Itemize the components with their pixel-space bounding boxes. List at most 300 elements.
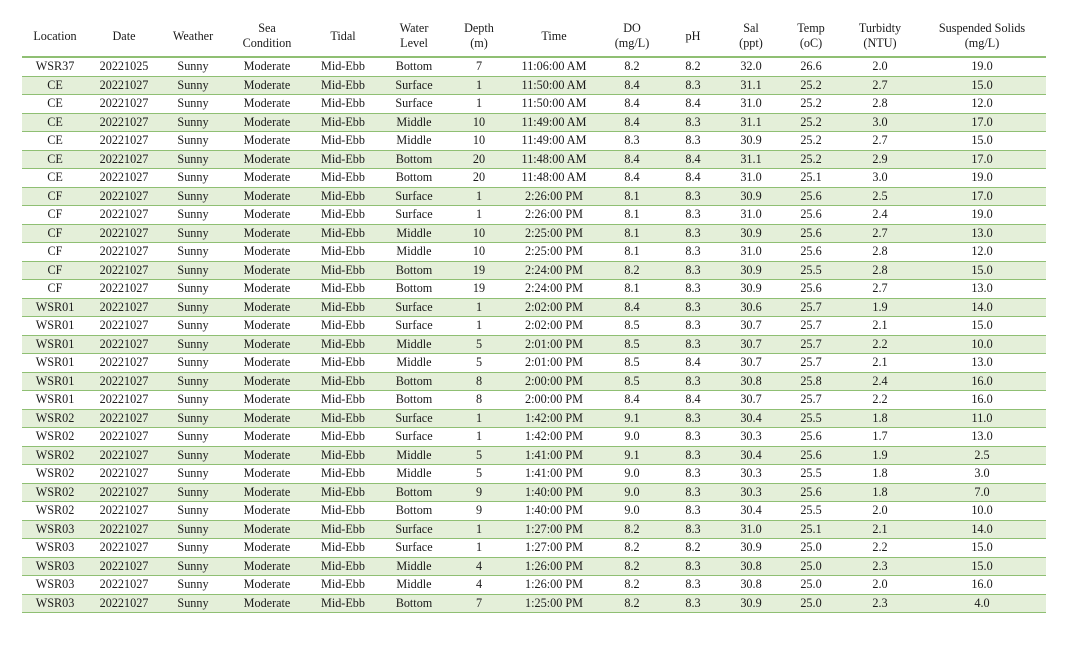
table-row xyxy=(22,57,1046,76)
column-header-location xyxy=(22,16,88,57)
table-row xyxy=(22,317,1046,336)
cell-sea-condition: Moderate xyxy=(226,483,308,502)
cell-turbidity: 2.0 xyxy=(842,57,918,76)
cell-weather: Sunny xyxy=(160,76,226,95)
cell-location: WSR03 xyxy=(22,520,88,539)
cell-weather: Sunny xyxy=(160,206,226,225)
cell-suspended-solids: 10.0 xyxy=(918,335,1046,354)
cell-do: 8.4 xyxy=(600,169,664,188)
cell-ph: 8.3 xyxy=(664,206,722,225)
cell-time: 2:02:00 PM xyxy=(508,298,600,317)
water-quality-table-container xyxy=(22,16,1026,613)
cell-tidal: Mid-Ebb xyxy=(308,502,378,521)
cell-date: 20221027 xyxy=(88,169,160,188)
cell-turbidity: 2.9 xyxy=(842,150,918,169)
cell-sea-condition: Moderate xyxy=(226,465,308,484)
cell-temp: 25.1 xyxy=(780,169,842,188)
cell-turbidity: 2.4 xyxy=(842,372,918,391)
column-header-temp-line: (oC) xyxy=(799,36,823,50)
cell-sal: 30.7 xyxy=(722,354,780,373)
cell-suspended-solids: 2.5 xyxy=(918,446,1046,465)
cell-tidal: Mid-Ebb xyxy=(308,354,378,373)
column-header-location-line: Location xyxy=(33,28,77,43)
cell-time: 11:49:00 AM xyxy=(508,132,600,151)
cell-ph: 8.3 xyxy=(664,465,722,484)
cell-tidal: Mid-Ebb xyxy=(308,594,378,613)
cell-sea-condition: Moderate xyxy=(226,520,308,539)
table-row xyxy=(22,243,1046,262)
cell-date: 20221027 xyxy=(88,76,160,95)
cell-sal: 30.6 xyxy=(722,298,780,317)
cell-sea-condition: Moderate xyxy=(226,57,308,76)
column-header-depth xyxy=(450,16,508,57)
cell-water-level: Surface xyxy=(378,187,450,206)
cell-temp: 25.6 xyxy=(780,446,842,465)
header-row xyxy=(22,16,1046,57)
cell-sea-condition: Moderate xyxy=(226,113,308,132)
cell-sea-condition: Moderate xyxy=(226,428,308,447)
cell-weather: Sunny xyxy=(160,372,226,391)
cell-turbidity: 2.8 xyxy=(842,243,918,262)
cell-depth: 1 xyxy=(450,409,508,428)
cell-time: 1:40:00 PM xyxy=(508,502,600,521)
column-header-suspended-solids-line: (mg/L) xyxy=(964,36,1000,50)
cell-do: 9.1 xyxy=(600,409,664,428)
column-header-sal xyxy=(722,16,780,57)
cell-depth: 1 xyxy=(450,539,508,558)
cell-time: 11:49:00 AM xyxy=(508,113,600,132)
table-row xyxy=(22,539,1046,558)
cell-date: 20221027 xyxy=(88,465,160,484)
cell-ph: 8.3 xyxy=(664,502,722,521)
cell-tidal: Mid-Ebb xyxy=(308,206,378,225)
cell-do: 8.1 xyxy=(600,224,664,243)
cell-date: 20221027 xyxy=(88,317,160,336)
cell-date: 20221027 xyxy=(88,409,160,428)
cell-tidal: Mid-Ebb xyxy=(308,372,378,391)
cell-location: WSR01 xyxy=(22,298,88,317)
cell-ph: 8.3 xyxy=(664,335,722,354)
column-header-water-level-line: Level xyxy=(400,36,428,50)
cell-time: 2:24:00 PM xyxy=(508,280,600,299)
table-row xyxy=(22,150,1046,169)
table-row xyxy=(22,409,1046,428)
cell-date: 20221027 xyxy=(88,594,160,613)
cell-sea-condition: Moderate xyxy=(226,317,308,336)
cell-sea-condition: Moderate xyxy=(226,76,308,95)
cell-depth: 5 xyxy=(450,335,508,354)
cell-weather: Sunny xyxy=(160,520,226,539)
cell-sal: 30.4 xyxy=(722,502,780,521)
cell-suspended-solids: 14.0 xyxy=(918,520,1046,539)
cell-time: 2:26:00 PM xyxy=(508,187,600,206)
table-row xyxy=(22,483,1046,502)
cell-suspended-solids: 17.0 xyxy=(918,150,1046,169)
cell-suspended-solids: 12.0 xyxy=(918,95,1046,114)
cell-do: 8.1 xyxy=(600,243,664,262)
cell-location: CF xyxy=(22,224,88,243)
cell-time: 1:26:00 PM xyxy=(508,557,600,576)
cell-depth: 1 xyxy=(450,95,508,114)
cell-temp: 25.5 xyxy=(780,502,842,521)
cell-sea-condition: Moderate xyxy=(226,280,308,299)
column-header-turbidity-line: Turbidty xyxy=(858,21,902,35)
cell-location: CE xyxy=(22,169,88,188)
cell-turbidity: 1.8 xyxy=(842,483,918,502)
cell-water-level: Bottom xyxy=(378,150,450,169)
cell-sal: 30.7 xyxy=(722,335,780,354)
cell-weather: Sunny xyxy=(160,187,226,206)
cell-weather: Sunny xyxy=(160,409,226,428)
cell-date: 20221027 xyxy=(88,354,160,373)
column-header-water-level xyxy=(378,16,450,57)
cell-date: 20221027 xyxy=(88,576,160,595)
cell-suspended-solids: 15.0 xyxy=(918,261,1046,280)
cell-ph: 8.3 xyxy=(664,187,722,206)
cell-date: 20221027 xyxy=(88,132,160,151)
cell-ph: 8.3 xyxy=(664,428,722,447)
cell-tidal: Mid-Ebb xyxy=(308,95,378,114)
cell-temp: 25.7 xyxy=(780,354,842,373)
cell-suspended-solids: 17.0 xyxy=(918,113,1046,132)
cell-date: 20221027 xyxy=(88,335,160,354)
cell-weather: Sunny xyxy=(160,557,226,576)
cell-temp: 25.0 xyxy=(780,576,842,595)
cell-temp: 25.6 xyxy=(780,280,842,299)
cell-weather: Sunny xyxy=(160,224,226,243)
cell-suspended-solids: 12.0 xyxy=(918,243,1046,262)
cell-tidal: Mid-Ebb xyxy=(308,224,378,243)
column-header-date-line: Date xyxy=(112,28,136,43)
cell-turbidity: 2.1 xyxy=(842,317,918,336)
cell-depth: 9 xyxy=(450,502,508,521)
cell-temp: 25.5 xyxy=(780,261,842,280)
cell-depth: 4 xyxy=(450,557,508,576)
cell-depth: 20 xyxy=(450,169,508,188)
cell-sal: 31.1 xyxy=(722,76,780,95)
cell-temp: 25.7 xyxy=(780,317,842,336)
column-header-time xyxy=(508,16,600,57)
cell-sea-condition: Moderate xyxy=(226,354,308,373)
cell-location: CF xyxy=(22,243,88,262)
cell-temp: 25.0 xyxy=(780,594,842,613)
table-row xyxy=(22,354,1046,373)
cell-turbidity: 3.0 xyxy=(842,113,918,132)
table-body xyxy=(22,57,1046,613)
cell-turbidity: 2.7 xyxy=(842,132,918,151)
cell-ph: 8.3 xyxy=(664,557,722,576)
cell-tidal: Mid-Ebb xyxy=(308,428,378,447)
cell-location: CF xyxy=(22,187,88,206)
column-header-time-line: Time xyxy=(541,28,567,43)
cell-time: 1:42:00 PM xyxy=(508,409,600,428)
cell-temp: 25.2 xyxy=(780,95,842,114)
cell-time: 2:25:00 PM xyxy=(508,224,600,243)
cell-water-level: Bottom xyxy=(378,391,450,410)
cell-do: 8.4 xyxy=(600,95,664,114)
cell-location: WSR37 xyxy=(22,57,88,76)
cell-do: 8.4 xyxy=(600,113,664,132)
cell-ph: 8.3 xyxy=(664,576,722,595)
cell-weather: Sunny xyxy=(160,539,226,558)
cell-do: 8.4 xyxy=(600,76,664,95)
column-header-sal-line: (ppt) xyxy=(739,36,763,50)
cell-ph: 8.4 xyxy=(664,169,722,188)
cell-depth: 4 xyxy=(450,576,508,595)
cell-ph: 8.4 xyxy=(664,95,722,114)
cell-time: 1:41:00 PM xyxy=(508,446,600,465)
column-header-suspended-solids xyxy=(918,16,1046,57)
cell-tidal: Mid-Ebb xyxy=(308,132,378,151)
cell-date: 20221027 xyxy=(88,150,160,169)
cell-sea-condition: Moderate xyxy=(226,391,308,410)
cell-ph: 8.3 xyxy=(664,243,722,262)
cell-ph: 8.3 xyxy=(664,446,722,465)
cell-turbidity: 1.8 xyxy=(842,409,918,428)
cell-location: CE xyxy=(22,113,88,132)
cell-weather: Sunny xyxy=(160,335,226,354)
column-header-sal-line: Sal xyxy=(743,21,759,35)
cell-turbidity: 2.8 xyxy=(842,95,918,114)
cell-suspended-solids: 16.0 xyxy=(918,576,1046,595)
cell-date: 20221027 xyxy=(88,372,160,391)
cell-time: 2:00:00 PM xyxy=(508,391,600,410)
cell-sal: 30.9 xyxy=(722,261,780,280)
cell-sal: 30.9 xyxy=(722,187,780,206)
column-header-depth-line: (m) xyxy=(470,36,488,50)
cell-sal: 30.9 xyxy=(722,594,780,613)
cell-do: 8.2 xyxy=(600,57,664,76)
cell-time: 11:48:00 AM xyxy=(508,169,600,188)
cell-time: 2:25:00 PM xyxy=(508,243,600,262)
cell-sal: 31.0 xyxy=(722,169,780,188)
cell-weather: Sunny xyxy=(160,95,226,114)
table-row xyxy=(22,428,1046,447)
cell-suspended-solids: 14.0 xyxy=(918,298,1046,317)
column-header-weather xyxy=(160,16,226,57)
cell-temp: 25.7 xyxy=(780,335,842,354)
cell-date: 20221027 xyxy=(88,483,160,502)
cell-date: 20221027 xyxy=(88,298,160,317)
cell-weather: Sunny xyxy=(160,57,226,76)
column-header-tidal-line: Tidal xyxy=(330,28,356,43)
cell-turbidity: 2.8 xyxy=(842,261,918,280)
cell-suspended-solids: 16.0 xyxy=(918,372,1046,391)
cell-depth: 1 xyxy=(450,428,508,447)
cell-water-level: Bottom xyxy=(378,280,450,299)
cell-depth: 19 xyxy=(450,261,508,280)
cell-turbidity: 1.9 xyxy=(842,298,918,317)
cell-sal: 31.0 xyxy=(722,95,780,114)
cell-turbidity: 2.7 xyxy=(842,280,918,299)
cell-temp: 25.0 xyxy=(780,557,842,576)
cell-water-level: Bottom xyxy=(378,261,450,280)
cell-turbidity: 2.0 xyxy=(842,576,918,595)
cell-water-level: Middle xyxy=(378,557,450,576)
cell-suspended-solids: 10.0 xyxy=(918,502,1046,521)
cell-turbidity: 2.4 xyxy=(842,206,918,225)
cell-do: 8.5 xyxy=(600,317,664,336)
cell-depth: 8 xyxy=(450,391,508,410)
cell-depth: 10 xyxy=(450,132,508,151)
cell-ph: 8.3 xyxy=(664,298,722,317)
cell-tidal: Mid-Ebb xyxy=(308,243,378,262)
cell-tidal: Mid-Ebb xyxy=(308,169,378,188)
cell-weather: Sunny xyxy=(160,594,226,613)
cell-location: WSR01 xyxy=(22,317,88,336)
cell-water-level: Bottom xyxy=(378,57,450,76)
cell-do: 8.5 xyxy=(600,372,664,391)
cell-do: 8.4 xyxy=(600,298,664,317)
cell-do: 8.2 xyxy=(600,576,664,595)
cell-water-level: Surface xyxy=(378,206,450,225)
cell-temp: 25.7 xyxy=(780,298,842,317)
cell-turbidity: 2.5 xyxy=(842,187,918,206)
cell-date: 20221027 xyxy=(88,557,160,576)
cell-sea-condition: Moderate xyxy=(226,594,308,613)
cell-temp: 25.5 xyxy=(780,465,842,484)
cell-time: 1:41:00 PM xyxy=(508,465,600,484)
table-row xyxy=(22,169,1046,188)
cell-turbidity: 3.0 xyxy=(842,169,918,188)
cell-location: CE xyxy=(22,76,88,95)
cell-depth: 1 xyxy=(450,206,508,225)
cell-temp: 25.6 xyxy=(780,243,842,262)
cell-weather: Sunny xyxy=(160,261,226,280)
cell-temp: 25.8 xyxy=(780,372,842,391)
cell-location: CE xyxy=(22,150,88,169)
cell-time: 2:02:00 PM xyxy=(508,317,600,336)
cell-sea-condition: Moderate xyxy=(226,187,308,206)
cell-sea-condition: Moderate xyxy=(226,446,308,465)
column-header-sea-condition-line: Condition xyxy=(242,36,292,50)
cell-date: 20221027 xyxy=(88,243,160,262)
cell-suspended-solids: 15.0 xyxy=(918,76,1046,95)
column-header-temp xyxy=(780,16,842,57)
cell-date: 20221027 xyxy=(88,520,160,539)
cell-temp: 25.0 xyxy=(780,539,842,558)
table-row xyxy=(22,465,1046,484)
cell-water-level: Surface xyxy=(378,95,450,114)
cell-weather: Sunny xyxy=(160,391,226,410)
cell-weather: Sunny xyxy=(160,317,226,336)
cell-weather: Sunny xyxy=(160,150,226,169)
cell-water-level: Surface xyxy=(378,409,450,428)
cell-location: WSR01 xyxy=(22,335,88,354)
cell-location: WSR03 xyxy=(22,557,88,576)
cell-sal: 30.8 xyxy=(722,557,780,576)
cell-turbidity: 2.2 xyxy=(842,335,918,354)
cell-depth: 1 xyxy=(450,76,508,95)
cell-sea-condition: Moderate xyxy=(226,557,308,576)
table-row xyxy=(22,391,1046,410)
cell-weather: Sunny xyxy=(160,576,226,595)
table-row xyxy=(22,557,1046,576)
column-header-do-line: DO xyxy=(623,21,641,35)
cell-tidal: Mid-Ebb xyxy=(308,57,378,76)
cell-time: 2:01:00 PM xyxy=(508,335,600,354)
cell-tidal: Mid-Ebb xyxy=(308,557,378,576)
cell-tidal: Mid-Ebb xyxy=(308,539,378,558)
cell-do: 8.2 xyxy=(600,557,664,576)
cell-water-level: Middle xyxy=(378,576,450,595)
cell-water-level: Surface xyxy=(378,428,450,447)
cell-depth: 10 xyxy=(450,243,508,262)
cell-sal: 31.0 xyxy=(722,520,780,539)
cell-location: CF xyxy=(22,206,88,225)
cell-date: 20221027 xyxy=(88,391,160,410)
cell-suspended-solids: 13.0 xyxy=(918,224,1046,243)
cell-turbidity: 1.8 xyxy=(842,465,918,484)
cell-water-level: Bottom xyxy=(378,372,450,391)
cell-time: 1:40:00 PM xyxy=(508,483,600,502)
cell-weather: Sunny xyxy=(160,465,226,484)
cell-location: WSR02 xyxy=(22,428,88,447)
cell-depth: 5 xyxy=(450,446,508,465)
cell-water-level: Middle xyxy=(378,132,450,151)
cell-temp: 25.6 xyxy=(780,206,842,225)
cell-depth: 8 xyxy=(450,372,508,391)
table-row xyxy=(22,502,1046,521)
cell-temp: 26.6 xyxy=(780,57,842,76)
cell-date: 20221025 xyxy=(88,57,160,76)
cell-suspended-solids: 15.0 xyxy=(918,557,1046,576)
cell-ph: 8.3 xyxy=(664,132,722,151)
cell-do: 8.2 xyxy=(600,594,664,613)
table-row xyxy=(22,113,1046,132)
cell-water-level: Surface xyxy=(378,298,450,317)
cell-location: WSR01 xyxy=(22,372,88,391)
table-row xyxy=(22,76,1046,95)
cell-tidal: Mid-Ebb xyxy=(308,317,378,336)
cell-do: 8.2 xyxy=(600,520,664,539)
cell-suspended-solids: 17.0 xyxy=(918,187,1046,206)
column-header-suspended-solids-line: Suspended Solids xyxy=(938,21,1026,35)
cell-do: 8.1 xyxy=(600,187,664,206)
cell-water-level: Middle xyxy=(378,243,450,262)
cell-sal: 30.8 xyxy=(722,372,780,391)
cell-time: 11:06:00 AM xyxy=(508,57,600,76)
cell-date: 20221027 xyxy=(88,446,160,465)
cell-suspended-solids: 19.0 xyxy=(918,206,1046,225)
cell-time: 2:00:00 PM xyxy=(508,372,600,391)
column-header-sea-condition-line: Sea xyxy=(258,21,276,35)
cell-water-level: Surface xyxy=(378,539,450,558)
cell-turbidity: 2.3 xyxy=(842,594,918,613)
cell-sal: 30.7 xyxy=(722,317,780,336)
cell-suspended-solids: 15.0 xyxy=(918,317,1046,336)
cell-sal: 30.9 xyxy=(722,280,780,299)
cell-sal: 31.1 xyxy=(722,150,780,169)
cell-do: 9.0 xyxy=(600,502,664,521)
cell-do: 9.1 xyxy=(600,446,664,465)
cell-temp: 25.2 xyxy=(780,150,842,169)
cell-sea-condition: Moderate xyxy=(226,150,308,169)
cell-depth: 1 xyxy=(450,187,508,206)
table-row xyxy=(22,224,1046,243)
cell-sal: 30.4 xyxy=(722,446,780,465)
table-row xyxy=(22,261,1046,280)
cell-date: 20221027 xyxy=(88,187,160,206)
cell-sal: 31.0 xyxy=(722,206,780,225)
cell-temp: 25.2 xyxy=(780,113,842,132)
cell-tidal: Mid-Ebb xyxy=(308,576,378,595)
cell-turbidity: 1.7 xyxy=(842,428,918,447)
cell-ph: 8.4 xyxy=(664,391,722,410)
cell-do: 8.1 xyxy=(600,280,664,299)
cell-suspended-solids: 13.0 xyxy=(918,354,1046,373)
column-header-ph-line: pH xyxy=(685,28,701,43)
